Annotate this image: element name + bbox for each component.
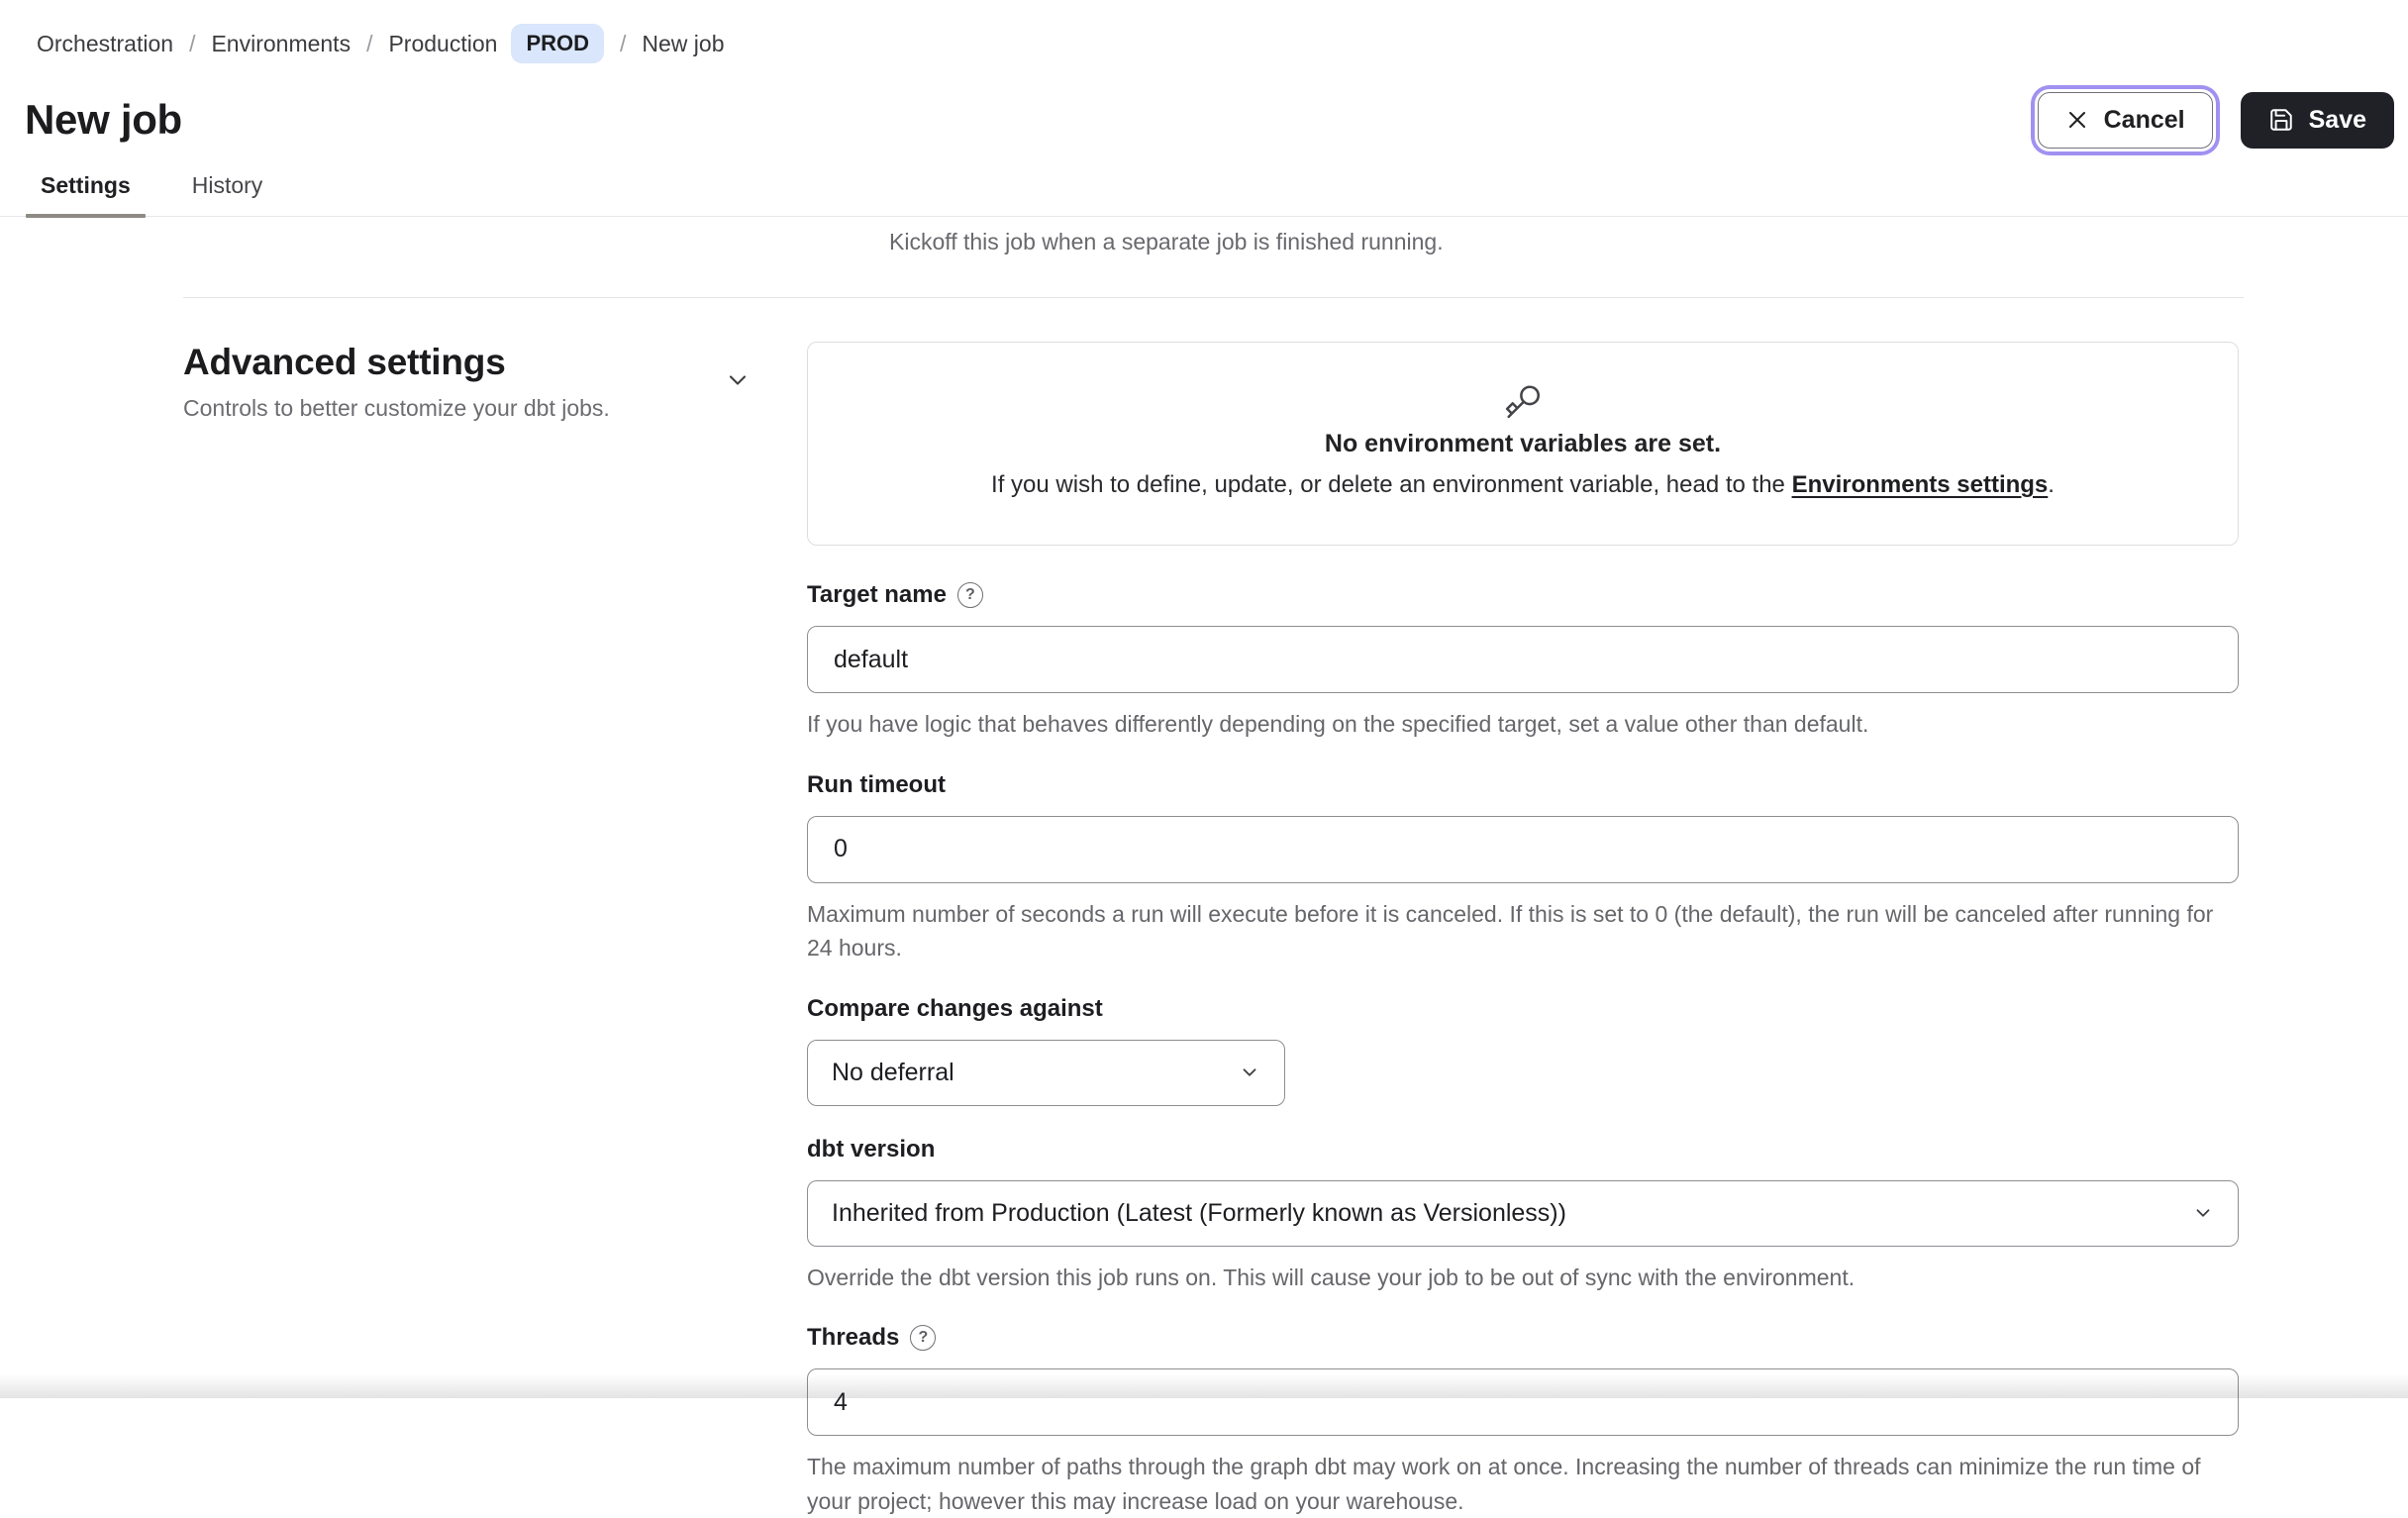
target-name-label: Target name bbox=[807, 581, 947, 608]
breadcrumb-separator: / bbox=[189, 30, 196, 56]
field-dbt-version bbox=[807, 1136, 2239, 1295]
collapse-section-button[interactable] bbox=[720, 363, 755, 399]
field-threads bbox=[807, 1324, 2239, 1518]
env-empty-title: No environment variables are set. bbox=[1324, 430, 1722, 457]
chevron-down-icon bbox=[1239, 1062, 1260, 1083]
section-divider bbox=[183, 297, 2244, 298]
dbt-version-label-row bbox=[807, 1136, 2239, 1164]
page-title: New job bbox=[25, 96, 182, 143]
run-timeout-label-row bbox=[807, 771, 2239, 799]
breadcrumb-current: New job bbox=[642, 30, 725, 56]
breadcrumb-separator: / bbox=[366, 30, 373, 56]
tab-history[interactable]: History bbox=[191, 172, 263, 198]
breadcrumb-environments[interactable]: Environments bbox=[211, 30, 351, 56]
run-timeout-help: Maximum number of seconds a run will execute before it is canceled. If this is set to 0 (the default), the run will be canceled after running for 24 hours. bbox=[807, 900, 2214, 961]
breadcrumb-orchestration[interactable]: Orchestration bbox=[37, 30, 174, 56]
compare-changes-selected-value: No deferral bbox=[832, 1058, 954, 1086]
dbt-version-selected-value: Inherited from Production (Latest (Formerly known as Versionless)) bbox=[832, 1198, 1566, 1227]
dbt-version-help: Override the dbt version this job runs on. This will cause your job to be out of sync with the environment. bbox=[807, 1264, 1856, 1290]
target-name-label-row bbox=[807, 581, 2239, 609]
chevron-down-icon bbox=[724, 366, 752, 397]
field-target-name bbox=[807, 581, 2239, 742]
advanced-settings-form bbox=[807, 342, 2239, 1518]
close-icon bbox=[2065, 108, 2089, 132]
key-icon bbox=[867, 382, 2178, 420]
help-icon[interactable]: ? bbox=[957, 582, 983, 608]
cancel-button-label: Cancel bbox=[2103, 105, 2185, 134]
env-variables-empty-state bbox=[807, 342, 2239, 546]
dbt-version-select[interactable] bbox=[807, 1180, 2239, 1247]
page-header bbox=[0, 89, 2408, 151]
prod-badge: PROD bbox=[511, 24, 604, 63]
env-empty-description-period: . bbox=[2048, 471, 2055, 498]
cancel-button[interactable] bbox=[2038, 92, 2213, 149]
dbt-version-label: dbt version bbox=[807, 1135, 936, 1163]
tab-settings[interactable]: Settings bbox=[26, 172, 146, 216]
target-name-input[interactable] bbox=[807, 626, 2239, 693]
target-name-help: If you have logic that behaves differently depending on the specified target, set a value other than default. bbox=[807, 711, 1869, 737]
threads-label: Threads bbox=[807, 1324, 900, 1351]
tab-bar bbox=[0, 172, 2408, 217]
chevron-down-icon bbox=[2192, 1202, 2214, 1224]
threads-help: The maximum number of paths through the graph dbt may work on at once. Increasing the number of threads can minimize the run time of your project; however this may increase load on your warehouse. bbox=[807, 1454, 2201, 1514]
run-timeout-label: Run timeout bbox=[807, 770, 946, 798]
run-timeout-input[interactable] bbox=[807, 816, 2239, 883]
compare-changes-label: Compare changes against bbox=[807, 994, 1103, 1022]
save-button-label: Save bbox=[2308, 105, 2366, 134]
field-compare-changes bbox=[807, 995, 2239, 1106]
kickoff-helper-text: Kickoff this job when a separate job is finished running. bbox=[889, 229, 1444, 254]
breadcrumb-separator: / bbox=[620, 30, 627, 56]
threads-label-row bbox=[807, 1324, 2239, 1352]
advanced-settings-header bbox=[183, 342, 807, 1518]
breadcrumb-production[interactable]: Production bbox=[388, 30, 498, 56]
field-run-timeout bbox=[807, 771, 2239, 965]
help-icon[interactable]: ? bbox=[910, 1325, 936, 1351]
advanced-settings-subtitle: Controls to better customize your dbt jobs. bbox=[183, 395, 610, 421]
env-empty-description bbox=[867, 471, 2178, 499]
env-empty-description-text: If you wish to define, update, or delete an environment variable, head to the bbox=[991, 471, 1792, 498]
advanced-settings-title: Advanced settings bbox=[183, 342, 506, 382]
header-actions bbox=[2038, 92, 2394, 149]
save-disk-icon bbox=[2268, 107, 2294, 133]
threads-input[interactable] bbox=[807, 1368, 2239, 1436]
compare-changes-select[interactable] bbox=[807, 1040, 1285, 1106]
environments-settings-link[interactable]: Environments settings bbox=[1791, 471, 2049, 498]
breadcrumb bbox=[0, 0, 2408, 63]
advanced-settings-section bbox=[0, 342, 2408, 1518]
compare-changes-label-row bbox=[807, 995, 2239, 1023]
save-button[interactable] bbox=[2241, 92, 2394, 149]
